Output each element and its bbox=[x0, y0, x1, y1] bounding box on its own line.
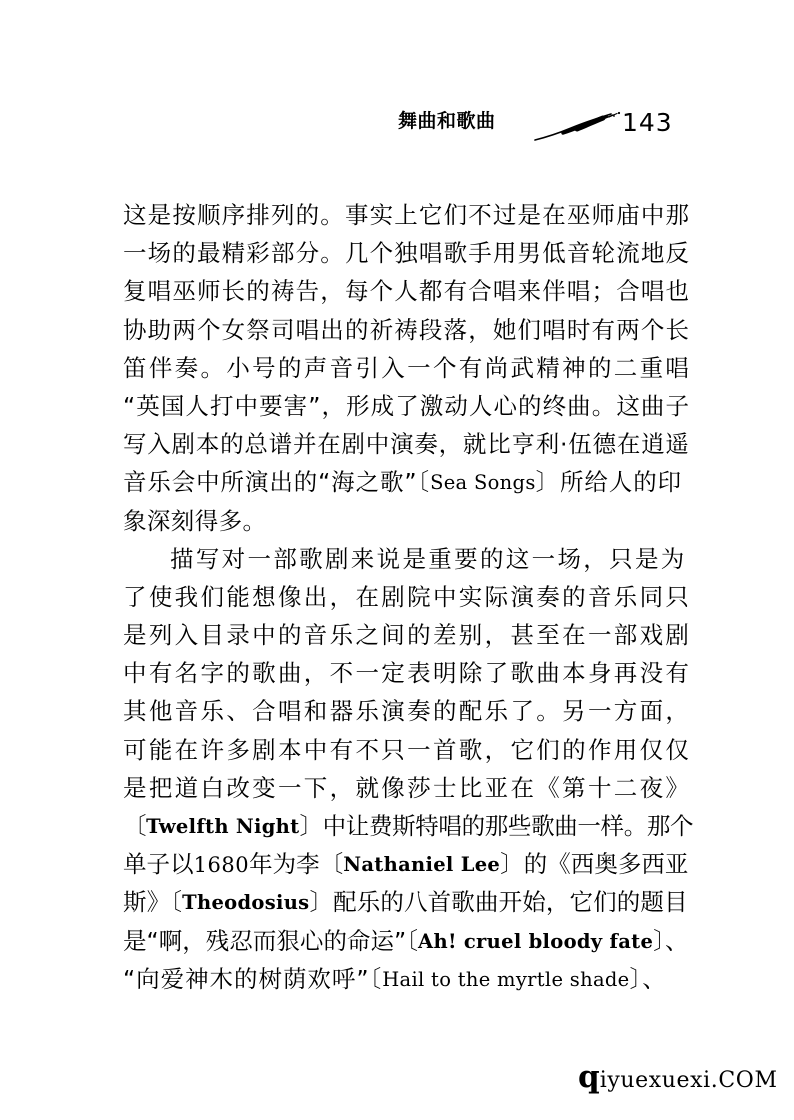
line-content bbox=[123, 463, 682, 501]
text-line bbox=[123, 234, 689, 272]
cjk-run: 可能在许多剧本中有不只一首歌，它们的作用仅仅 bbox=[123, 735, 692, 764]
cjk-run: 〔 bbox=[123, 812, 147, 840]
cjk-run: 协助两个女祭司唱出的祈祷段落，她们唱时有两个长 bbox=[123, 315, 691, 344]
cjk-run: 是列入目录中的音乐之间的差别，甚至在一部戏剧 bbox=[123, 621, 692, 650]
line-content bbox=[123, 540, 687, 578]
cjk-run: 〕的《西奥多西亚 bbox=[500, 850, 689, 879]
line-content bbox=[123, 311, 690, 349]
text-line bbox=[123, 769, 692, 807]
line-content bbox=[123, 578, 691, 616]
text-line bbox=[123, 387, 689, 425]
line-content bbox=[123, 196, 690, 234]
cjk-run: 一场的最精彩部分。几个独唱歌手用男低音轮流地反 bbox=[123, 239, 691, 268]
cjk-run: 笛伴奏。小号的声音引入一个有尚武精神的二重唱 bbox=[123, 353, 692, 382]
text-line bbox=[123, 425, 689, 463]
cjk-run: 中有名字的歌曲，不一定表明除了歌曲本身再没有 bbox=[123, 659, 692, 688]
line-content bbox=[123, 807, 693, 845]
cjk-run: “向爱神木的树荫欢呼”〔 bbox=[123, 964, 383, 993]
line-content bbox=[123, 272, 690, 310]
cjk-run: 〕所给人的印 bbox=[535, 468, 682, 497]
year-number: 1680 bbox=[193, 853, 250, 878]
cjk-run: 其他音乐、合唱和器乐演奏的配乐了。另一方面， bbox=[123, 697, 692, 726]
line-content bbox=[123, 349, 691, 387]
cjk-run: 是“啊，残忍而狠心的命运”〔 bbox=[123, 926, 419, 955]
text-line bbox=[123, 845, 689, 883]
text-line bbox=[123, 692, 692, 730]
line-content bbox=[123, 654, 691, 692]
site-watermark bbox=[578, 1059, 778, 1102]
cjk-run: 描写对一部歌剧来说是重要的这一场，只是为 bbox=[170, 544, 687, 573]
cjk-run: 这是按顺序排列的。事实上它们不过是在巫师庙中那 bbox=[123, 201, 691, 229]
watermark-initial: q bbox=[578, 1059, 600, 1095]
text-line bbox=[123, 960, 689, 998]
text-line bbox=[123, 654, 692, 692]
cjk-run: 斯》〔 bbox=[123, 888, 183, 917]
text-line bbox=[123, 349, 692, 387]
text-line bbox=[123, 540, 689, 578]
text-line bbox=[123, 616, 692, 654]
cjk-run: “英国人打中要害”，形成了激动人心的终曲。这曲子 bbox=[123, 391, 691, 420]
cjk-run: 复唱巫师长的祷告，每个人都有合唱来伴唱；合唱也 bbox=[123, 277, 691, 306]
line-content bbox=[123, 769, 691, 807]
chapter-title: 舞曲和歌曲 bbox=[398, 110, 496, 132]
line-content bbox=[123, 922, 688, 960]
running-head bbox=[0, 104, 794, 158]
cjk-run: 写入剧本的总谱并在剧中演奏，就比亨利·伍德在逍遥 bbox=[123, 430, 690, 459]
cjk-run: 〕、 bbox=[629, 964, 667, 993]
latin-run: Hail to the myrtle shade bbox=[382, 967, 630, 991]
line-content bbox=[123, 425, 690, 463]
cjk-run: 〕配乐的八首歌曲开始，它们的题目 bbox=[309, 888, 688, 917]
cjk-run: 年为李〔 bbox=[249, 850, 344, 879]
text-line bbox=[123, 922, 689, 960]
watermark-text: iyuexuexi.COM bbox=[599, 1068, 778, 1093]
cjk-run: 音乐会中所演出的“海之歌”〔 bbox=[123, 468, 431, 497]
latin-run: Ah! cruel bloody fate bbox=[418, 929, 654, 953]
cjk-run: 象深刻得多。 bbox=[123, 506, 267, 535]
latin-run: Twelfth Night bbox=[146, 815, 300, 838]
latin-run: Nathaniel Lee bbox=[343, 853, 501, 877]
swash-ornament-icon bbox=[533, 110, 629, 144]
line-content bbox=[123, 731, 691, 769]
cjk-run: 了使我们能想像出，在剧院中实际演奏的音乐同只 bbox=[123, 582, 692, 611]
text-line bbox=[123, 883, 689, 921]
page-number: 143 bbox=[622, 108, 673, 137]
line-content bbox=[123, 692, 691, 730]
cjk-run: 是把道白改变一下，就像莎士比亚在《第十二夜》 bbox=[123, 773, 692, 802]
body-text bbox=[123, 196, 694, 998]
line-content bbox=[123, 234, 690, 272]
line-content bbox=[123, 845, 688, 883]
line-content bbox=[123, 387, 690, 425]
text-line bbox=[123, 578, 692, 616]
text-line bbox=[123, 196, 689, 234]
text-line bbox=[123, 502, 689, 540]
line-content bbox=[123, 616, 691, 654]
line-content bbox=[123, 960, 667, 998]
cjk-run: 〕、 bbox=[653, 926, 689, 955]
line-content bbox=[123, 883, 688, 921]
latin-run: Sea Songs bbox=[430, 471, 536, 495]
text-line bbox=[123, 731, 692, 769]
latin-run: Theodosius bbox=[182, 891, 310, 915]
line-content bbox=[123, 507, 266, 535]
text-line bbox=[123, 807, 694, 845]
text-line bbox=[123, 311, 689, 349]
text-line bbox=[123, 463, 689, 501]
text-line bbox=[123, 272, 689, 310]
cjk-run: 〕中让费斯特唱的那些歌曲一样。那个 bbox=[299, 812, 694, 840]
cjk-run: 单子以 bbox=[123, 850, 194, 879]
